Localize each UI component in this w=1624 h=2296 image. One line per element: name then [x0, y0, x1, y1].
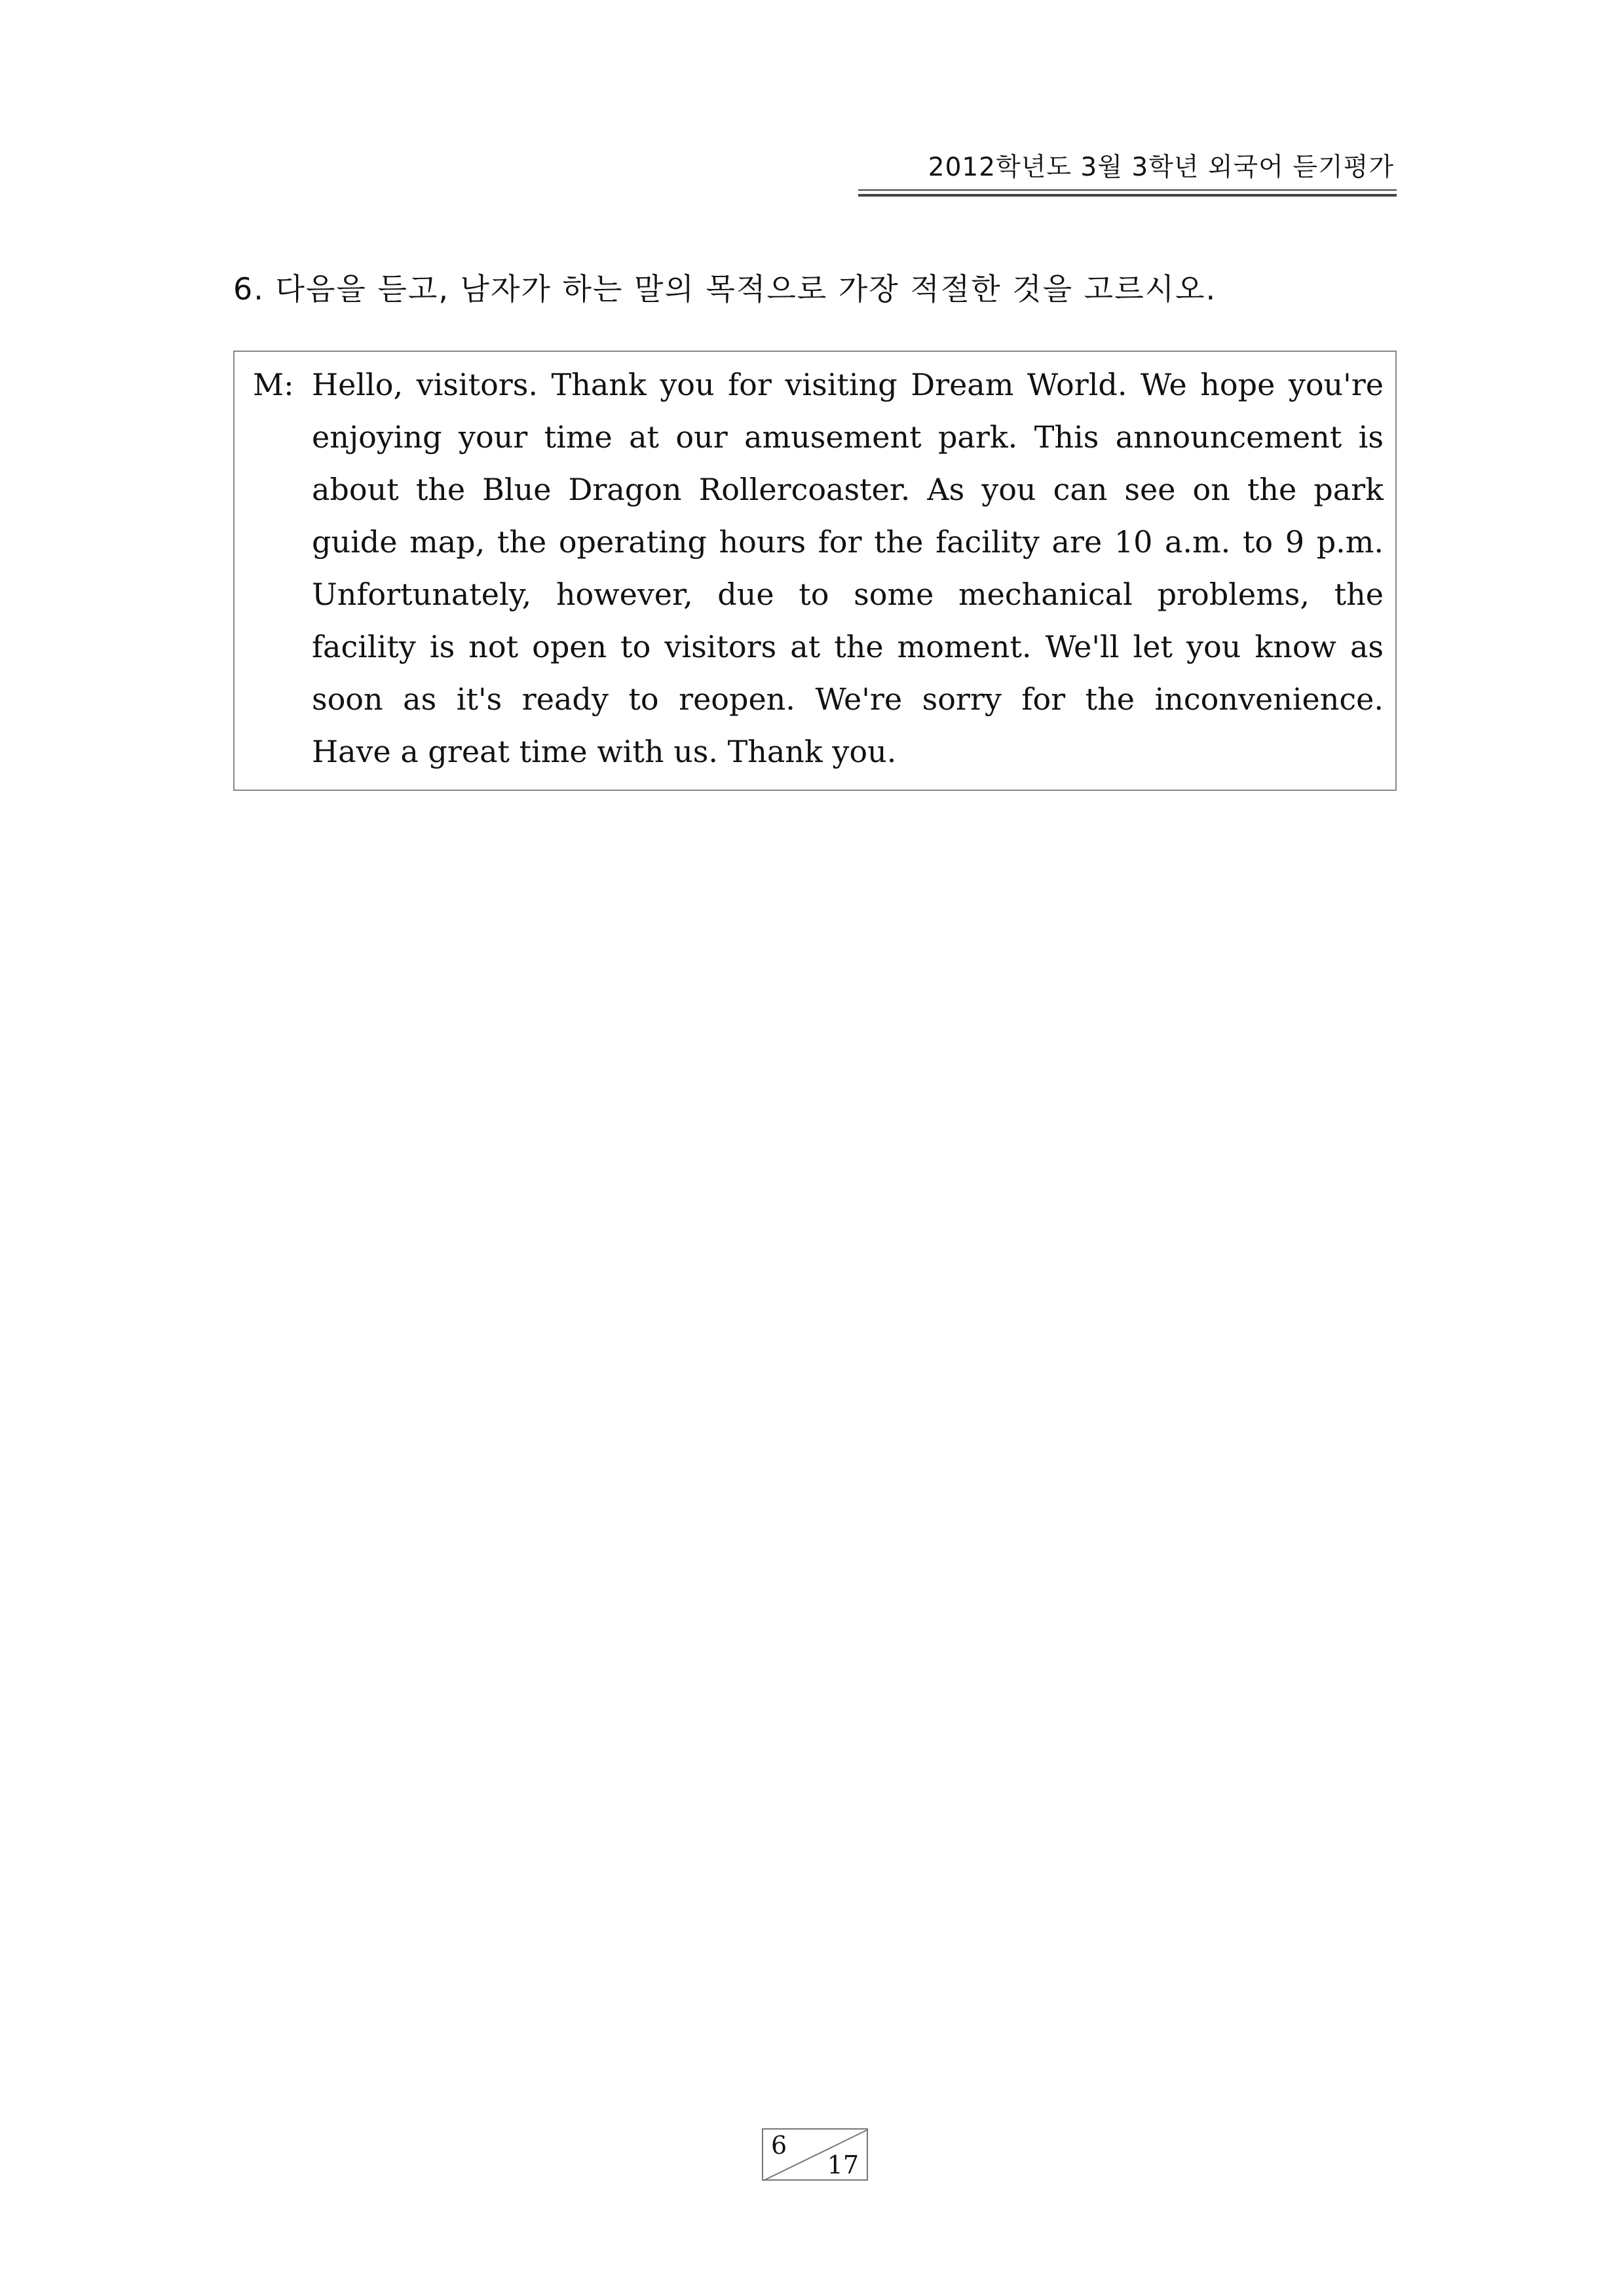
- listening-script-box: [233, 351, 1397, 791]
- script-line: guide map, the operating hours for the facility are 10 a.m. to 9 p.m.: [312, 524, 1384, 560]
- speaker-label: M:: [253, 367, 294, 402]
- page-header: [858, 149, 1397, 197]
- script-line: soon as it's ready to reopen. We're sorry for the inconvenience.: [312, 681, 1384, 717]
- header-rule-thin: [858, 189, 1397, 191]
- script-line: enjoying your time at our amusement park. This announcement is: [312, 419, 1384, 455]
- page-current: 6: [771, 2131, 787, 2160]
- script-line: facility is not open to visitors at the moment. We'll let you know as: [312, 629, 1384, 664]
- header-rule-thick: [858, 194, 1397, 197]
- exam-title: 2012학년도 3월 3학년 외국어 듣기평가: [928, 153, 1394, 182]
- page-total: 17: [827, 2151, 859, 2179]
- script-line: Hello, visitors. Thank you for visiting Dream World. We hope you're: [312, 367, 1384, 402]
- question-prompt: 6. 다음을 듣고, 남자가 하는 말의 목적으로 가장 적절한 것을 고르시오.: [233, 271, 1217, 307]
- page-number-box: [762, 2128, 868, 2181]
- script-line: Unfortunately, however, due to some mechanical problems, the: [312, 577, 1384, 612]
- script-line: about the Blue Dragon Rollercoaster. As you can see on the park: [312, 472, 1384, 507]
- script-line: Have a great time with us. Thank you.: [312, 734, 897, 769]
